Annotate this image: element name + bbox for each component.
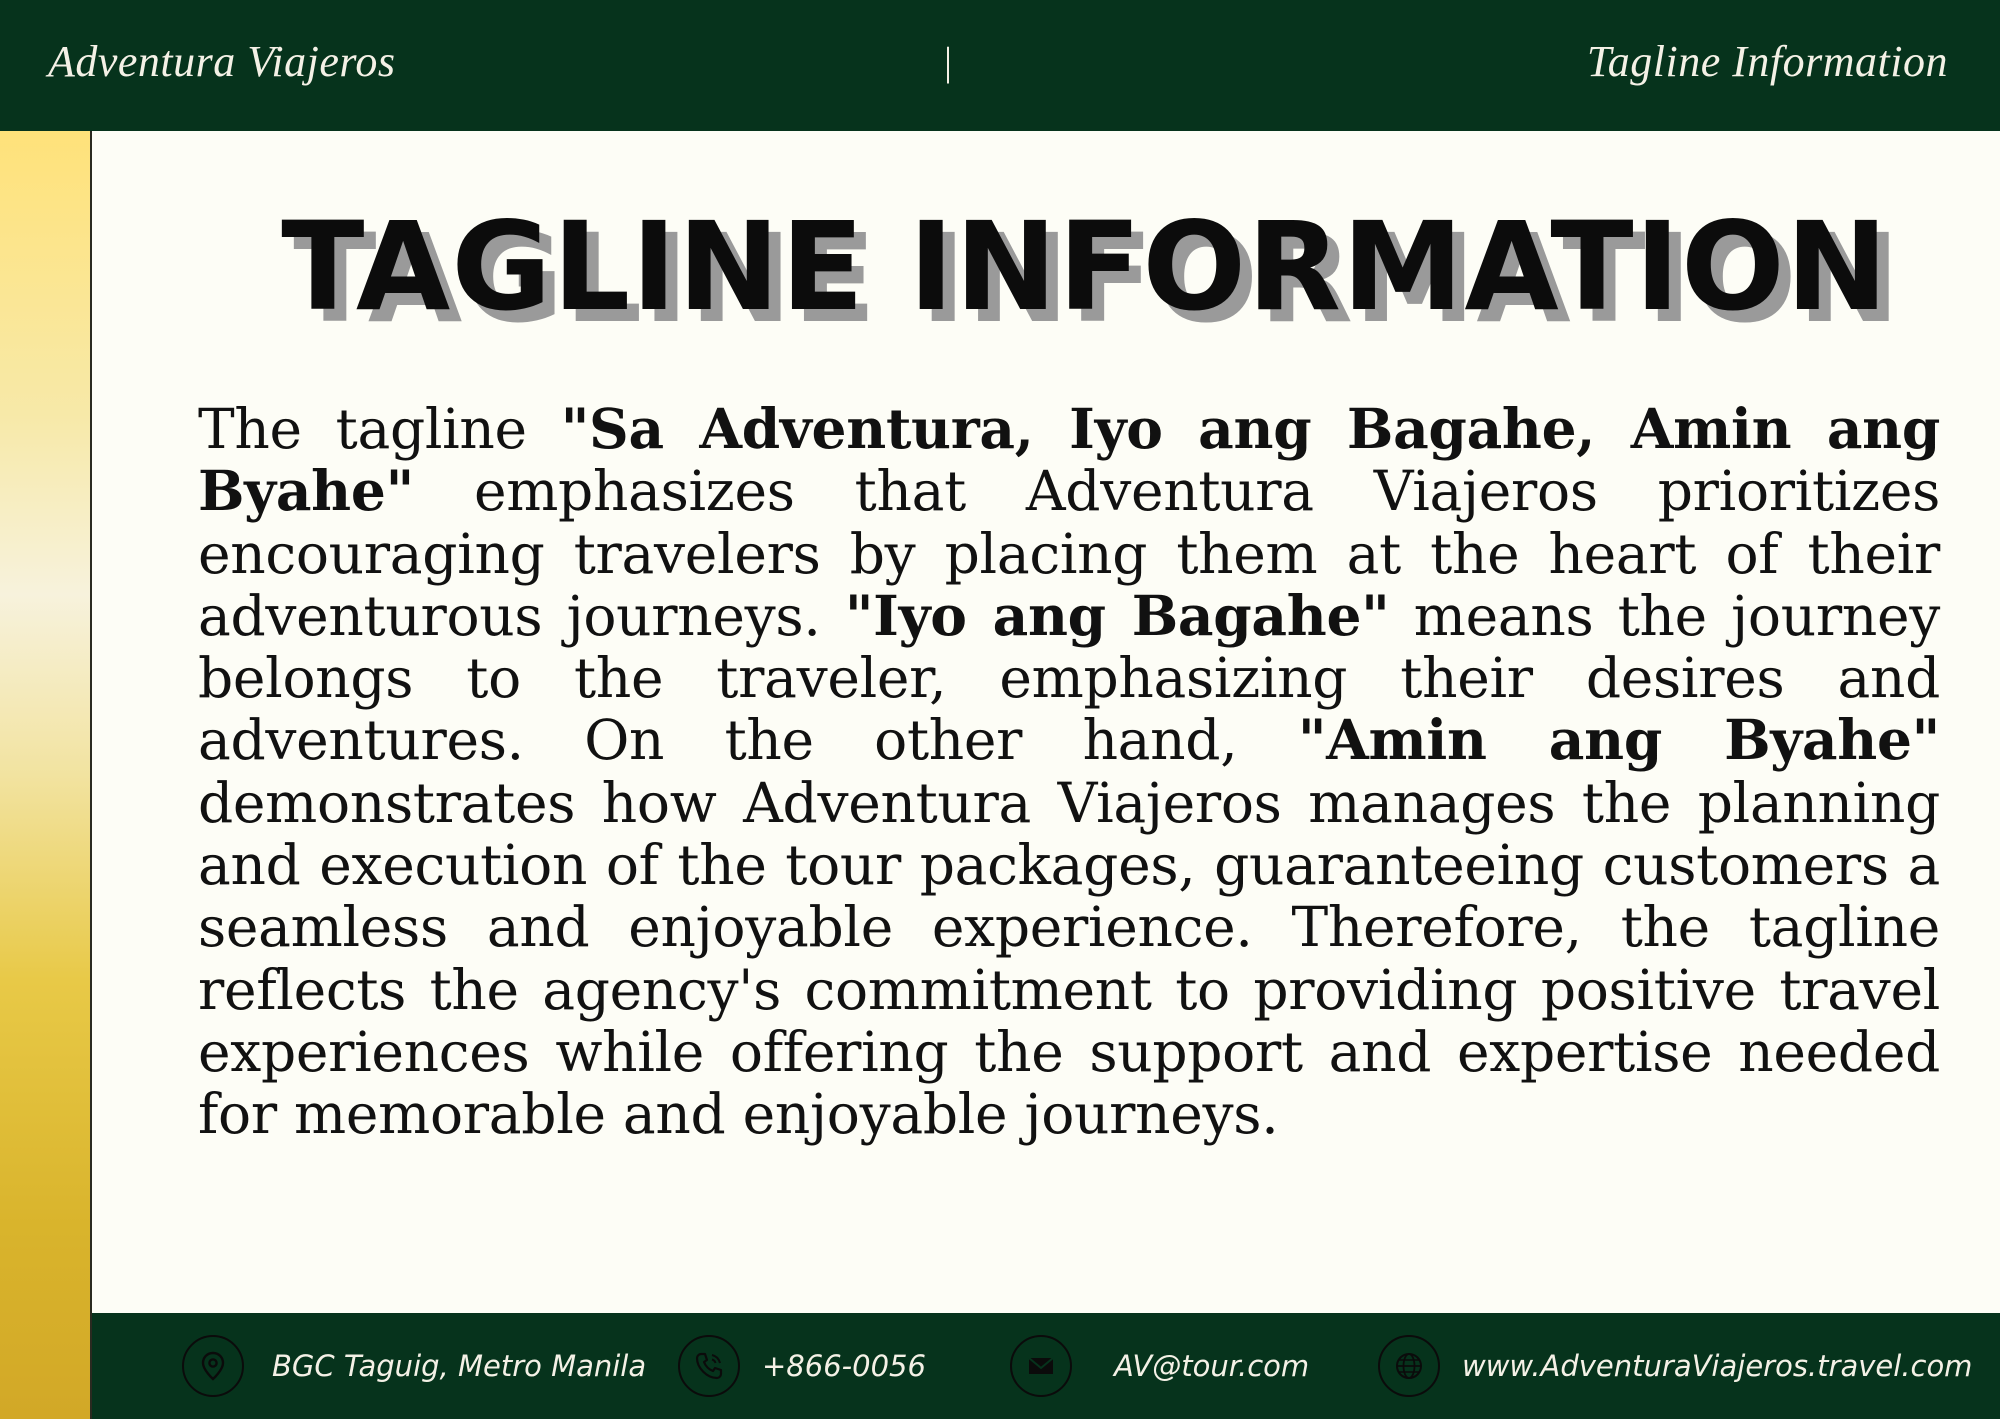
amin-ang-byahe-quote: "Amin ang Byahe" bbox=[1297, 707, 1940, 773]
page-title: TAGLINE INFORMATION bbox=[281, 196, 1889, 338]
paragraph-text-4: demonstrates how Adventura Viajeros manages the planning and execution of the tour packages, guaranteeing customers a seamless and enjoyable experience. Therefore, the tagline reflects the agency's commitment to providing positive travel experiences while offering the support and expertise needed for memorable and enjoyable journeys. bbox=[198, 770, 1940, 1147]
section-name: Tagline Information bbox=[1586, 37, 1948, 86]
tagline-paragraph bbox=[198, 398, 1940, 1146]
envelope-icon bbox=[1010, 1335, 1072, 1397]
location-pin-icon bbox=[182, 1335, 244, 1397]
footer-website: www.AdventuraViajeros.travel.com bbox=[1462, 1349, 1973, 1383]
globe-icon bbox=[1378, 1335, 1440, 1397]
brand-name: Adventura Viajeros bbox=[48, 37, 396, 86]
footer-bar bbox=[92, 1313, 2000, 1419]
header-separator: | bbox=[944, 39, 953, 84]
paragraph-text-2: emphasizes that Adventura Viajeros prioritizes encouraging travelers by placing them at the heart of their adventurous journeys. bbox=[198, 459, 1940, 648]
footer-phone: +866-0056 bbox=[762, 1349, 926, 1383]
phone-icon bbox=[678, 1335, 740, 1397]
iyo-ang-bagahe-quote: "Iyo ang Bagahe" bbox=[844, 582, 1390, 648]
paragraph-text-1: The tagline bbox=[198, 397, 561, 461]
tagline-quote: "Sa Adventura, Iyo ang Bagahe, Amin ang Byahe" bbox=[198, 396, 1941, 524]
header-bar bbox=[0, 0, 2000, 131]
paragraph-text-3: means the journey belongs to the traveler, emphasizing their desires and adventures. On the other hand, bbox=[198, 583, 1940, 773]
footer-location: BGC Taguig, Metro Manila bbox=[272, 1349, 647, 1383]
footer-email: AV@tour.com bbox=[1114, 1349, 1310, 1383]
